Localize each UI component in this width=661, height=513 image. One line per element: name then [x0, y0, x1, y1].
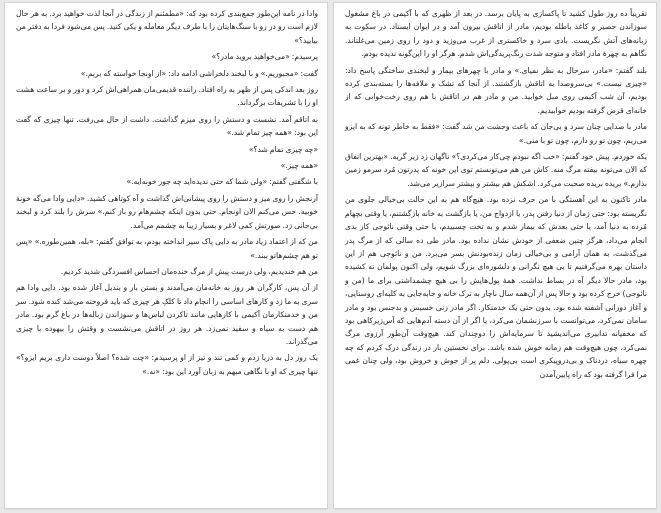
paragraph: به اتاقم آمد. نشست و دستش را روی میزم گذاشت. داشت از حال می‌رفت. تنها چیزی که گفت این بود: «همه چیز تمام شد.»	[16, 114, 318, 138]
paragraph: وادا در نامه این‌طور جمع‌بندی کرده بود که: «مطمئنم از زندگی در آنجا لذت خواهید برد. به هر حال لازم است رو در رو با سنگ‌هایتان را با طرف دیگر معامله و یکی کنید. پس می‌شود فردا به دفتر من بیایید؟»	[16, 9, 318, 45]
paragraph: تقریباً ده روز طول کشید تا پاکسازی به پایان برسد. در بعد از ظهری که با آکیمی در باغ مشغول سوزاندن حصیر و کاغذ باطله بودیم، مادر از اتاقش بیرون آمد و در ایوان ایستاد. در سکوت به زبانه‌های آتش نگریست. بادی سرد و خاکستری از غرب می‌وزید و دود را روی زمین می‌غلتاند. نگاهم به چهرهٔ مادر افتاد و متوجه شدت رنگ‌پریدگی‌اش شدم. هرگز او را این‌گونه ندیده بودم.	[345, 9, 647, 59]
left-page	[5, 3, 327, 508]
paragraph: از آن پس، کارگران هر روز به خانه‌مان می‌آمدند و بستن بار و بندیل آغاز شده بود. دایی وادا هم سری به ما زد و کارهای اساسی را انجام داد تا کلکِ هر چیزی که باید فروخته می‌شد کنده شود. سر من و خدمتکارمان آکیمی با کارهایی مانند تاکردن لباس‌ها و سوزاندن زباله‌ها در باغ گرم بود. مادر هم دست به سیاه و سفید نمی‌زد. هر روز در اتاقش می‌نشست و وقتش را بیهوده با چیزی می‌گذراند.	[16, 283, 318, 346]
paragraph: من که از اعتماد زیاد مادر به دایی پاک سیر انداخته بودم، به توافق گفتم: «بله، همین‌طوره.» «پس تو هم چشم‌هاتو ببند.»	[16, 237, 318, 260]
paragraph: من هم خندیدیم، ولی درست پیش از مرگ خنده‌مان احساس افسردگی شدید کردیم.	[60, 266, 318, 276]
right-page	[334, 3, 656, 508]
paragraph: روز بعد اندکی پس از ظهر به راه افتاد. راننده قدیمی‌مان همراهی‌اش کرد و دور و بر ساعت هشت او را با تشریفات برگرداند.	[16, 85, 318, 108]
paragraph: مادر تاکنون به این آهستگی با من حرف نزده بود. هیچ‌گاه هم به این حالت بی‌خیالی جلوی من نگریسته بود: حتی زمان از دنیا رفتن پدر، یا ازدواج من، یا بازگشت به خانه بازگشتنم، یا وقتی بچهام مُرده به دنیا آمد، یا حتی بعدش که بیمار شدم و به تخت چسبیدم، یا حتی وقتی نائوجی کار بدی انجام می‌داد، هرگز چنین ضعفی از خودش نشان نداده بود. مادر طی ده سالی که از مرگ پدر می‌گذشت، به همان آرامی و بی‌خیالی زمان زنده‌بودنش بسر می‌برد. من و نائوجی هم از این داستان بهره می‌گرفتیم تا بی هیچ نگرانی و دلشوره‌ای بزرگ شویم، ولی اکنون پولمان ته کشیده بود، مادر حالا دیگر آه در بساط نداشت. همهٔ پول‌هایش را بی هیچ چشمداشتی برای ما (من و نائوجی) خرج کرده بود و حالا پس از آن‌همه سال ناچار به ترک خانه و جابه‌جایی به کلبه‌ای روستایی، و آغاز دورانی آشفته شده بود. بدون حتی یک خدمتکار. اگر مادر زنی خسیس و بدجنس بود و مادر سامان نمی‌کرد، می‌توانست با سرزنشمان می‌کرد، یا اگر از آن دسته آدم‌هایی که آس‌زیرکاهی بود که مخفیانه تدابیری می‌اندیشید تا سرمایه‌اش را دوچندان کند. هیچ‌وقت آن‌طور آرزوی مرگ نمی‌کرد، چون هیچ‌وقت هم زمانه خوش شده باشد. برای نخستین بار در زندگی درک کردم که چه چهره سیاه، دردناک و بی‌دروپیکری است بی‌پولی. دلم پر از جوش و خروش بود، ولی چنان غمی مرا فرا گرفته بود که راه پایین‌آمدن	[345, 195, 647, 379]
paragraph: مادر با صدایی چنان سرد و بی‌جان که باعث وحشت من شد گفت: «فقط به خاطر تونه که به ایزو می‌ریم، چون تو رو دارم، چون تو با منی.»	[345, 122, 647, 145]
paragraph: «همه چیز.»	[280, 161, 318, 171]
paragraph: گفت: «مجبوریم.» و با لبخند دلخراشی ادامه داد: «از اونجا خواسته که بریم.»	[80, 68, 318, 78]
paragraph: با شگفتی گفتم: «ولی شما که حتی ندیده‌اید چه جور خونه‌ایه.»	[126, 177, 318, 187]
paragraph: یکه خوردم. پیش خود گفتم: «خب اگه نبودم چی‌کار می‌کردی؟» ناگهان زد زیر گریه. «بهترین اتفاق که الان می‌تونه بیفته مرگ منه. کاش من هم می‌تونستم توی این خونه که پدرتون مُرد سرمو زمین بذارم.» بریده بریده صحبت می‌کرد. اشکش هم بیشتر و بیشتر سرازیر می‌شد.	[345, 152, 647, 188]
paragraph: «چه چیزی تمام شد؟»	[248, 144, 318, 154]
paragraph: آرنجش را روی میز و دستش را روی پیشانی‌اش گذاشت و آه کوتاهی کشید. «دایی وادا می‌گه خونهٔ خوبیه. حس می‌کنم الان اونجام. حتی بدون اینکه چشم‌هام رو باز کنم.» سرش را بلند کرد و لبخند بی‌جانی زد. صورتش کمی لاغر و بسیار زیبا به چشمم می‌آمد.	[16, 193, 318, 230]
paragraph: یک روز دل به دریا زدم و کمی تند و تیز از او پرسیدم: «چت شده؟ اصلاً دوست داری بریم ایزو؟» تنها چیزی که او با نگاهی مبهم به زبان آورد این بود: «نه.»	[16, 353, 318, 376]
paragraph: بلند گفتم: «مادر، سرحال به نظر نمیای.» و مادر با چهرهای بیمار و لبخندی ساختگی پاسخ داد: «چیزی نیست.» بی‌سروصدا به اتاقش بازگشتند. از آنجا که تشک و ملافه‌ها را بسته‌بندی کرده بودیم، آن شب آکیمی روی مبل خوابید. من و مادر هم در اتاقش با هم روی رخت‌خوابی که از خانه‌ای قرض گرفته بودیم خوابیدیم.	[345, 65, 647, 115]
paragraph: پرسیدم: «می‌خواهید بروید مادر؟»	[211, 52, 318, 62]
